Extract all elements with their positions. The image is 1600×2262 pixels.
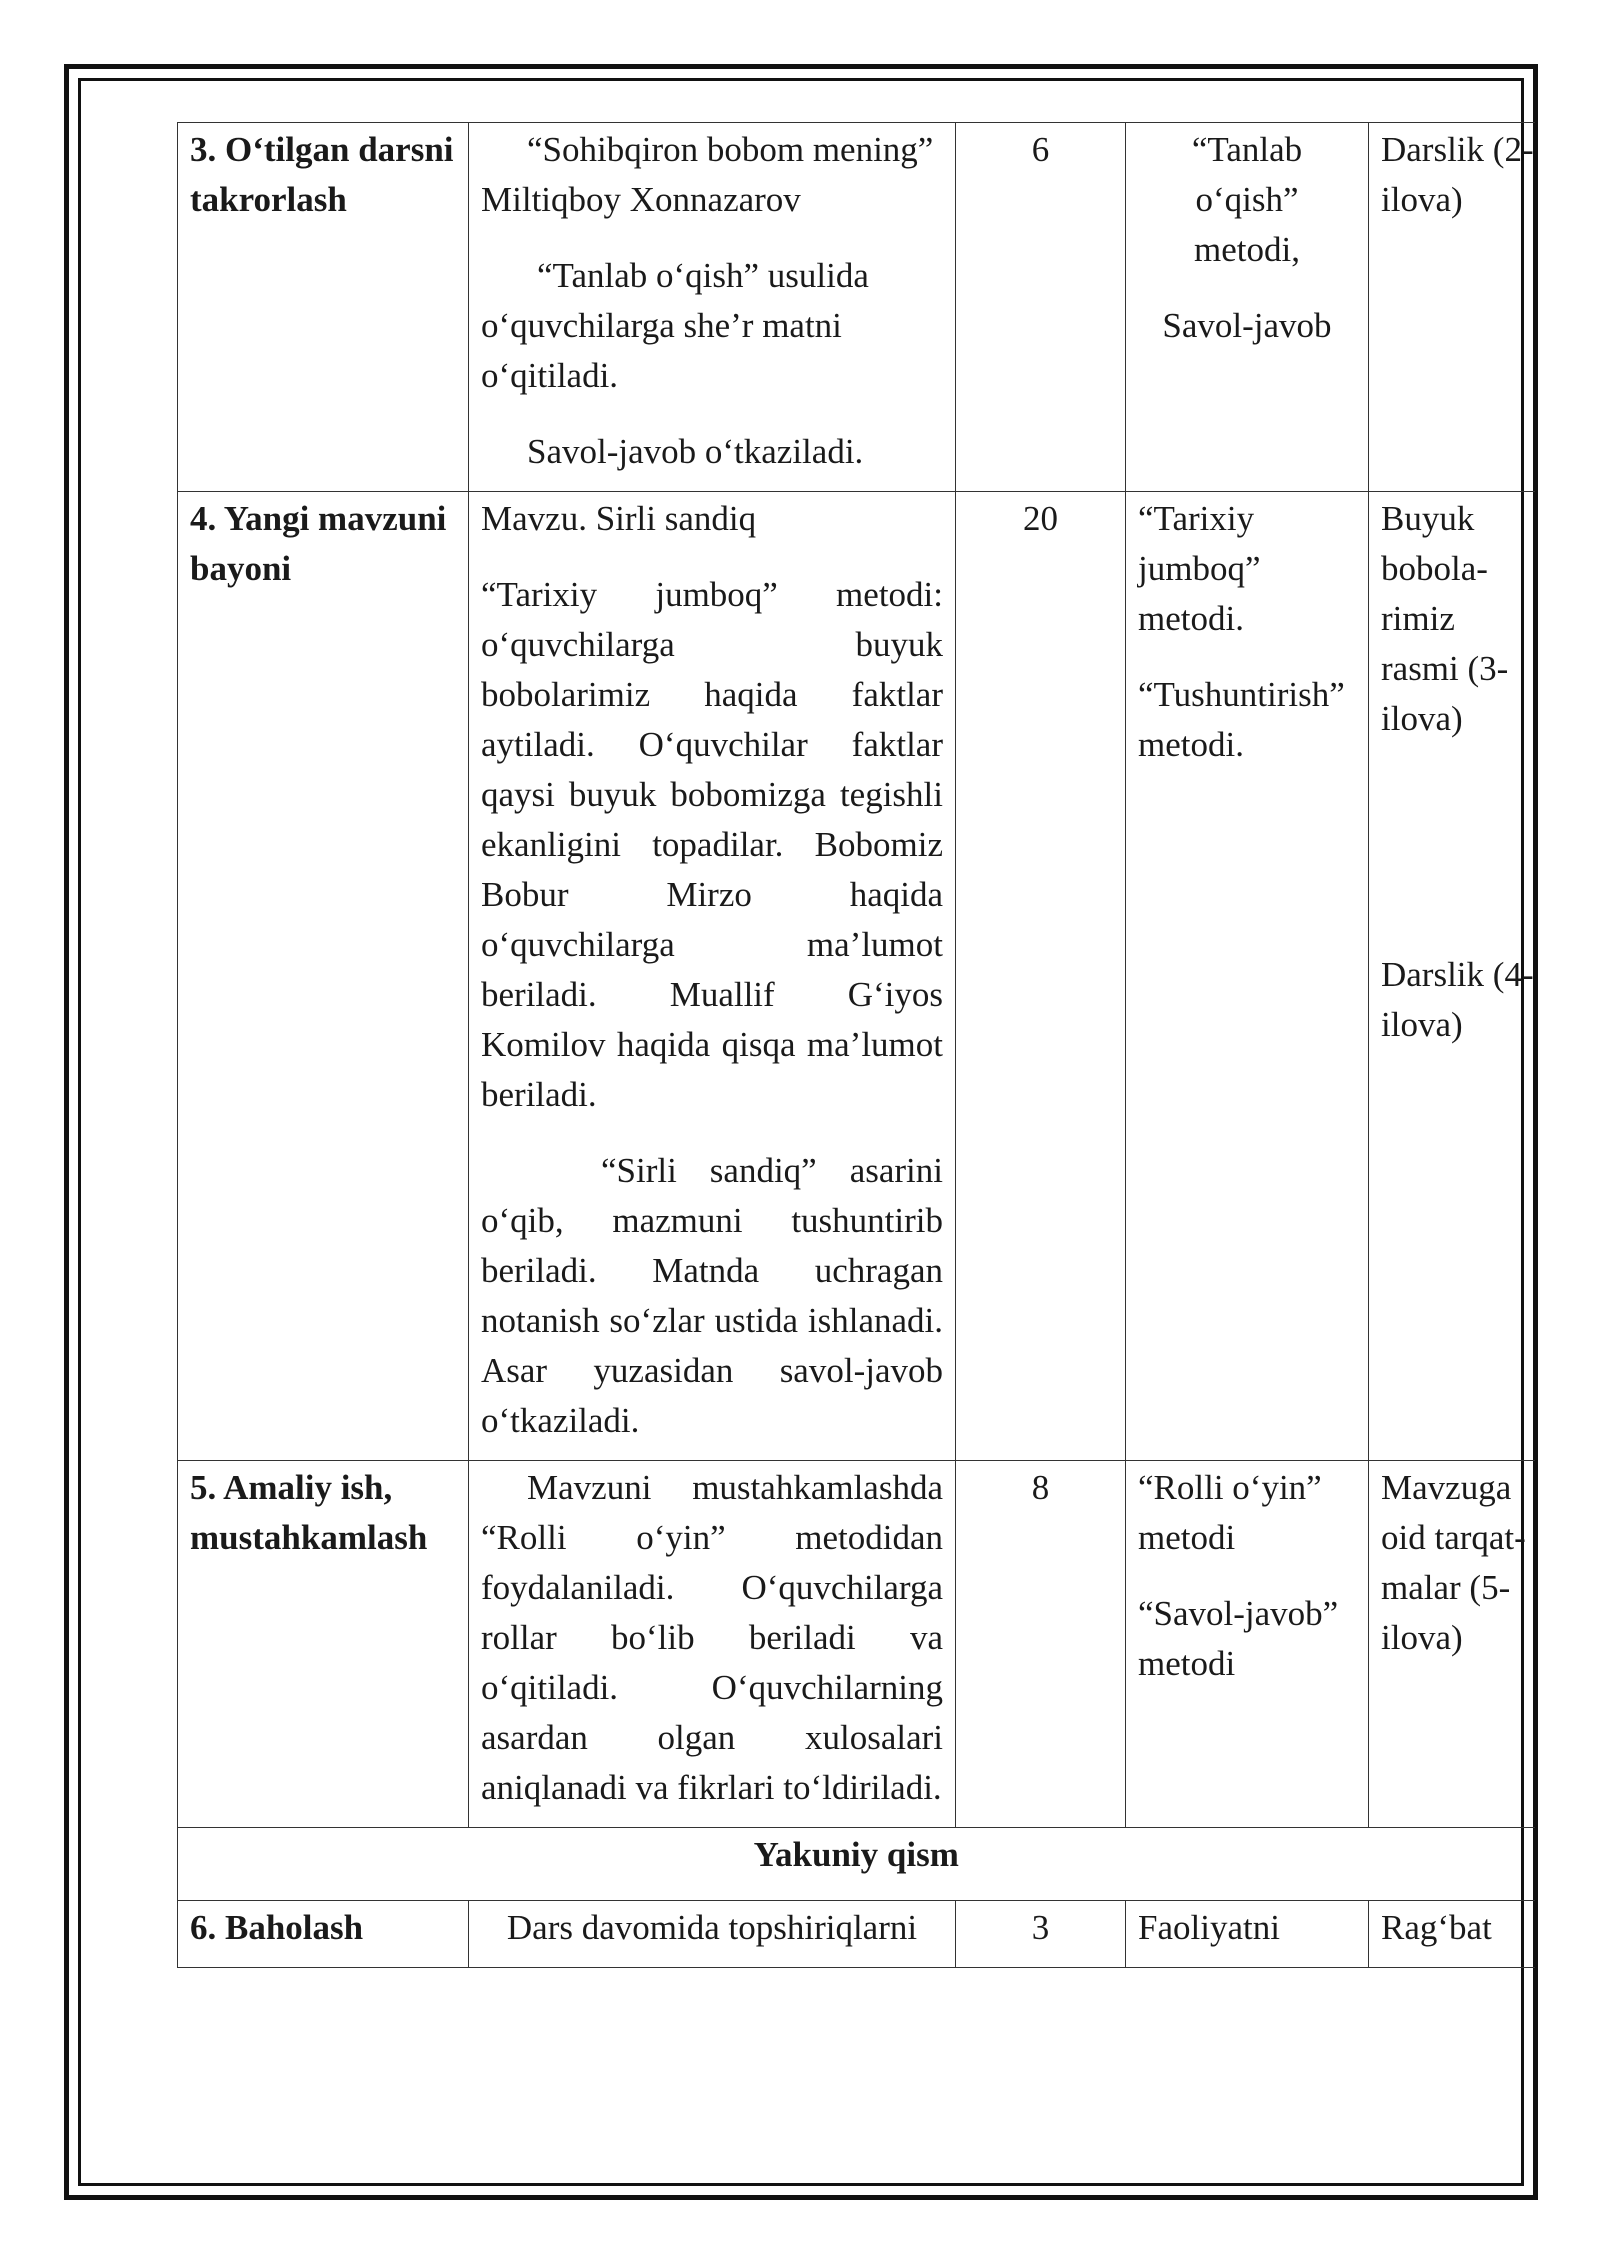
stage-cell: 5. Amaliy ish, mustahkamlash	[178, 1461, 469, 1828]
time-cell: 6	[956, 123, 1126, 492]
stage-cell: 4. Yangi mavzuni bayoni	[178, 492, 469, 1461]
method-cell	[1126, 123, 1369, 492]
method-item: “Tanlab o‘qish” metodi,	[1191, 130, 1303, 269]
content-cell	[469, 123, 956, 492]
content-paragraph: Mavzu. Sirli sandiq	[481, 499, 757, 538]
lesson-plan-table	[177, 122, 1535, 1968]
resource-cell	[1369, 1461, 1535, 1828]
content-paragraph: “Tanlab o‘qish” usulida o‘quvchilarga she’r matni o‘qitiladi.	[481, 256, 869, 395]
content-paragraph: “Sirli sandiq” asarini o‘qib, mazmuni tushuntirib beriladi. Matnda uchragan notanish so‘zlar ustida ishlanadi. Asar yuzasidan savol-javob o‘tkaziladi.	[481, 1151, 943, 1440]
section-title: Yakuniy qism	[178, 1828, 1535, 1901]
table-row	[178, 1461, 1535, 1828]
method-item: “Savol-javob” metodi	[1138, 1594, 1339, 1683]
resource-cell	[1369, 492, 1535, 1461]
spacer	[1381, 770, 1535, 950]
method-item: “Rolli o‘yin” metodi	[1138, 1468, 1322, 1557]
stage-cell: 6. Baholash	[178, 1901, 469, 1968]
content-cell	[469, 1461, 956, 1828]
time-cell: 3	[956, 1901, 1126, 1968]
section-row	[178, 1828, 1535, 1901]
table-row	[178, 1901, 1535, 1968]
method-item: “Tarixiy jumboq” metodi.	[1138, 499, 1261, 638]
content-cell: Dars davomida topshiriqlarni	[469, 1901, 956, 1968]
method-cell	[1126, 1461, 1369, 1828]
method-cell	[1126, 492, 1369, 1461]
content-paragraph: Mavzuni mustahkamlashda “Rolli o‘yin” metodidan foydalaniladi. O‘quvchilarga rollar bo‘lib beriladi va o‘qitiladi. O‘quvchilarning asardan olgan xulosalari aniqlanadi va fikrlari to‘ldiriladi.	[481, 1468, 943, 1807]
resource-item: Darslik (4-ilova)	[1381, 955, 1534, 1044]
table-row	[178, 123, 1535, 492]
resource-cell: Rag‘bat	[1369, 1901, 1535, 1968]
stage-cell: 3. O‘tilgan darsni takrorlash	[178, 123, 469, 492]
method-item: “Tushuntirish” metodi.	[1138, 675, 1345, 764]
resource-item: Buyuk bobola-rimiz rasmi (3-ilova)	[1381, 499, 1509, 738]
table-row	[178, 492, 1535, 1461]
method-item: Savol-javob	[1162, 306, 1332, 345]
time-cell: 20	[956, 492, 1126, 1461]
content-paragraph: Savol-javob o‘tkaziladi.	[527, 432, 864, 471]
resource-item: Mavzuga oid tarqat-malar (5-ilova)	[1381, 1468, 1526, 1657]
method-cell: Faoliyatni	[1126, 1901, 1369, 1968]
content-paragraph: “Tarixiy jumboq” metodi: o‘quvchilarga buyuk bobolarimiz haqida faktlar aytiladi. O‘quvchilar faktlar qaysi buyuk bobomizga tegishli ekanligini topadilar. Bobomiz Bobur Mirzo haqida o‘quvchilarga ma’lumot beriladi. Muallif G‘iyos Komilov haqida qisqa ma’lumot beriladi.	[481, 575, 943, 1114]
content-cell	[469, 492, 956, 1461]
time-cell: 8	[956, 1461, 1126, 1828]
resource-item: Darslik (2-ilova)	[1381, 130, 1534, 219]
content-paragraph: “Sohibqiron bobom mening” Miltiqboy Xonnazarov	[481, 130, 934, 219]
resource-cell	[1369, 123, 1535, 492]
